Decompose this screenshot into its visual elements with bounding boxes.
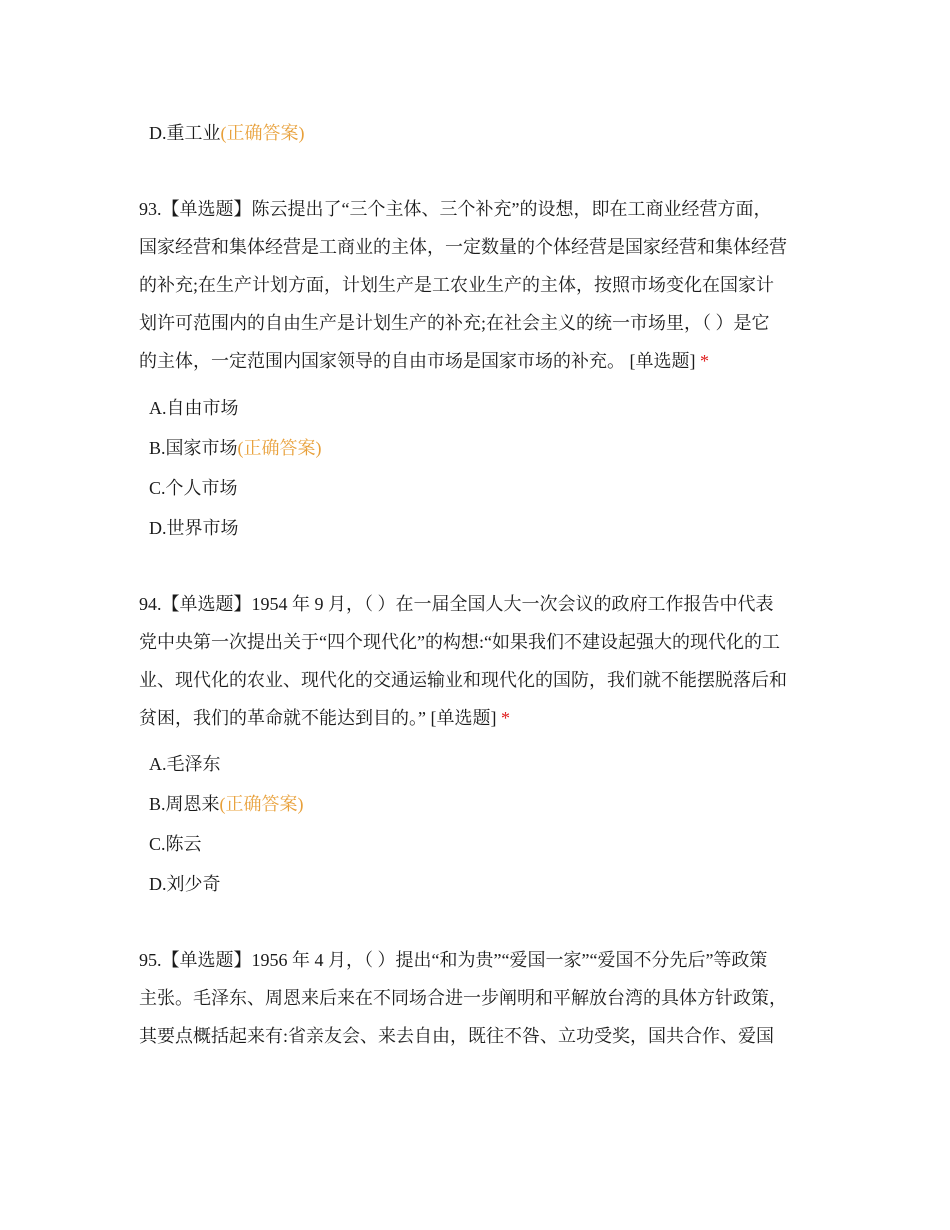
correct-answer-tag: (正确答案) <box>237 438 322 458</box>
question-text: 贫困，我们的革命就不能达到目的。” [单选题] <box>139 708 497 728</box>
q93-option-c: C.个人市场 <box>149 478 238 498</box>
question-line: 国家经营和集体经营是工商业的主体，一定数量的个体经营是国家经营和集体经营 <box>139 237 787 257</box>
required-mark: * <box>500 708 510 728</box>
q94-option-b: B.周恩来(正确答案) <box>149 794 304 814</box>
option-text: D.重工业 <box>149 123 221 143</box>
question-line: 主张。毛泽东、周恩来后来在不同场合进一步阐明和平解放台湾的具体方针政策， <box>139 988 787 1008</box>
question-line-last <box>139 349 709 373</box>
correct-answer-tag: (正确答案) <box>220 123 305 143</box>
required-mark: * <box>700 351 709 371</box>
question-line: 的补充;在生产计划方面，计划生产是工农业生产的主体，按照市场变化在国家计 <box>139 275 774 295</box>
q94-option-a: A.毛泽东 <box>149 754 221 774</box>
q92-option-d <box>149 121 305 145</box>
q93-option-b: B.国家市场(正确答案) <box>149 438 322 458</box>
question-line-last <box>139 706 510 730</box>
question-line: 93.【单选题】陈云提出了“三个主体、三个补充”的设想，即在工商业经营方面， <box>139 199 772 219</box>
correct-answer-tag: (正确答案) <box>219 794 304 814</box>
q94-option-d: D.刘少奇 <box>149 874 221 894</box>
question-text: 的主体，一定范围内国家领导的自由市场是国家市场的补充。 [单选题] <box>139 351 696 371</box>
question-line: 划许可范围内的自由生产是计划生产的补充;在社会主义的统一市场里，（ ）是它 <box>139 313 770 333</box>
question-line: 业、现代化的农业、现代化的交通运输业和现代化的国防，我们就不能摆脱落后和 <box>139 670 787 690</box>
question-line: 95.【单选题】1956 年 4 月，（ ）提出“和为贵”“爱国一家”“爱国不分先后”等政策 <box>139 950 768 970</box>
q94-option-c: C.陈云 <box>149 834 202 854</box>
question-line: 党中央第一次提出关于“四个现代化”的构想:“如果我们不建设起强大的现代化的工 <box>139 632 780 652</box>
question-line: 其要点概括起来有:省亲友会、来去自由，既往不咎、立功受奖，国共合作、爱国 <box>139 1026 774 1046</box>
q93-option-a: A.自由市场 <box>149 398 239 418</box>
question-line: 94.【单选题】1954 年 9 月，（ ）在一届全国人大一次会议的政府工作报告中代表 <box>139 594 774 614</box>
q93-option-d: D.世界市场 <box>149 518 239 538</box>
